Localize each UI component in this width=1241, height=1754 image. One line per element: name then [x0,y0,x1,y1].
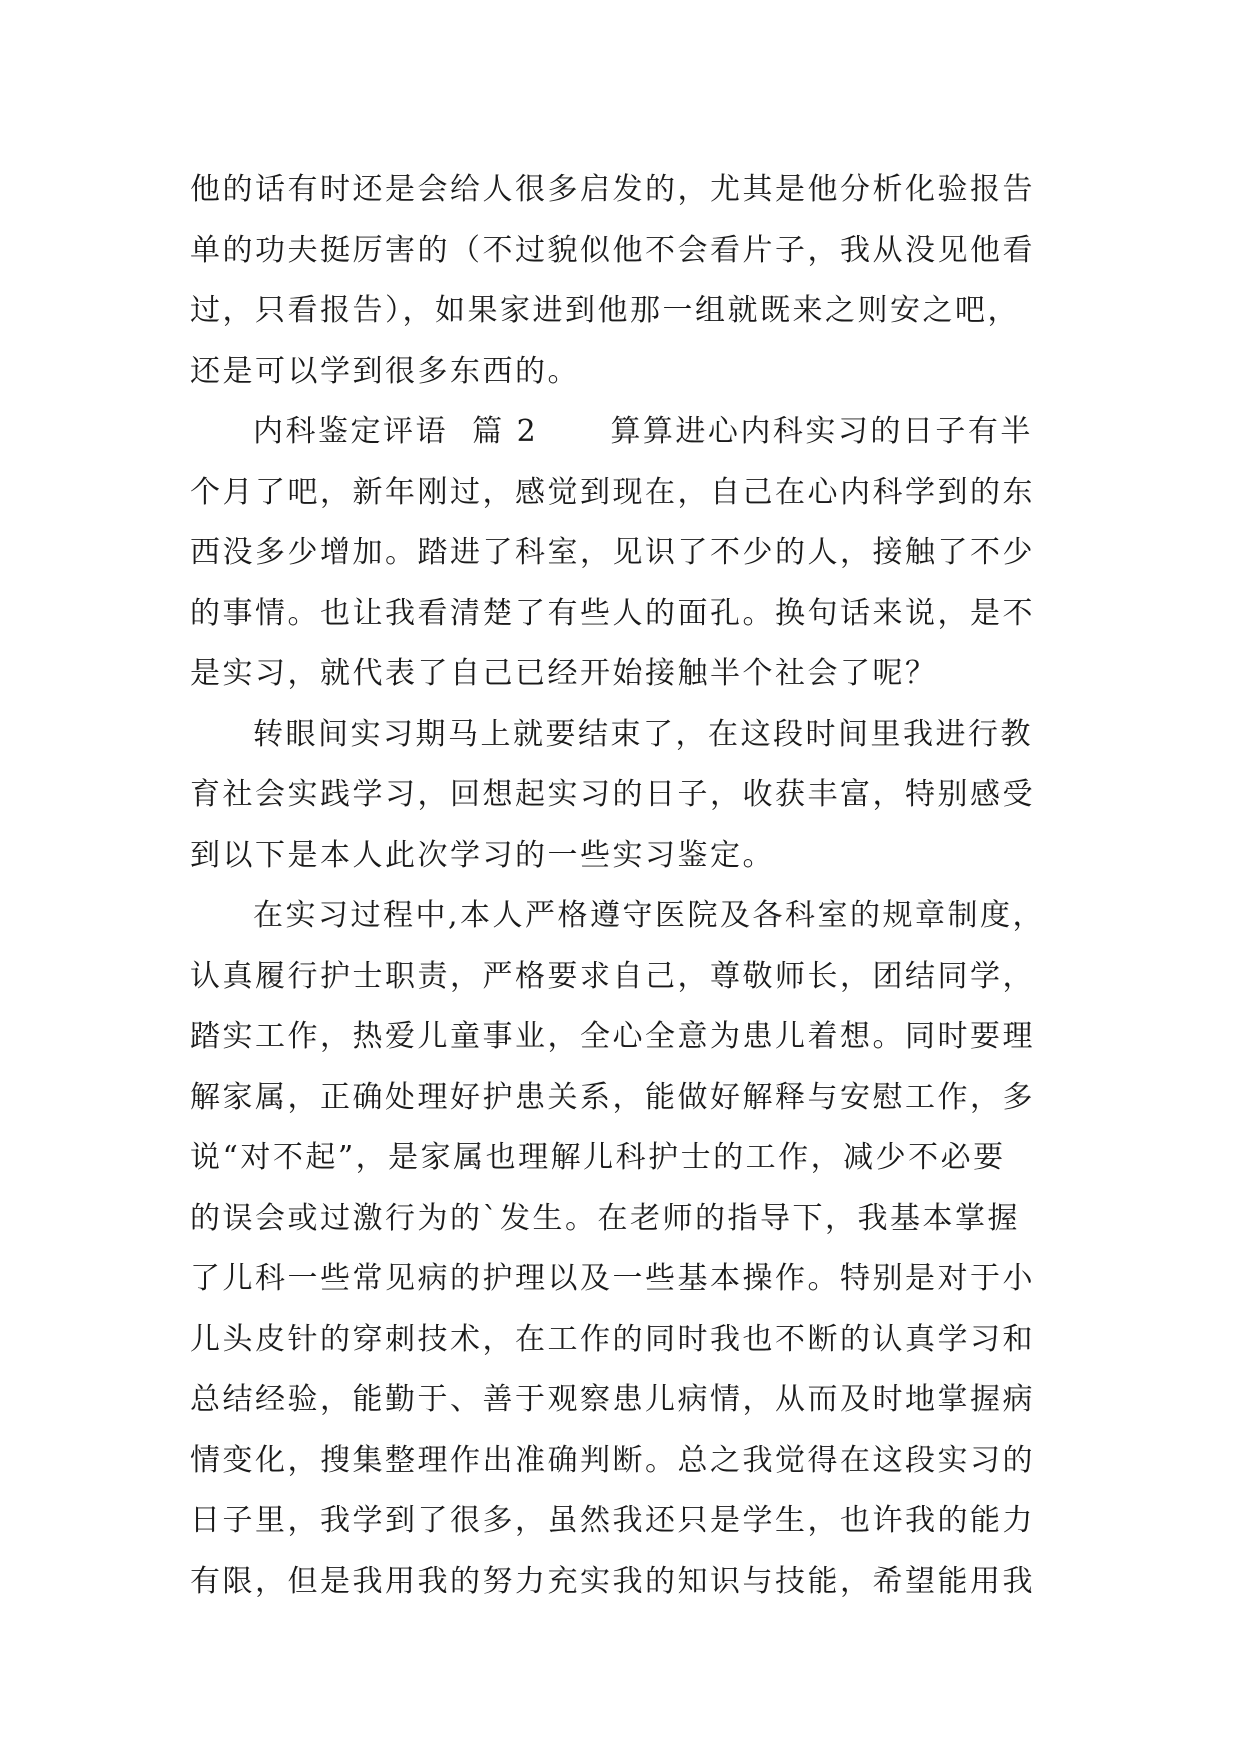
text-line: 个月了吧，新年刚过，感觉到现在，自己在心内科学到的东 [190,474,1035,510]
paragraph-start-line: 转眼间实习期马上就要结束了，在这段时间里我进行教 [253,716,1033,752]
text-line: 日子里，我学到了很多，虽然我还只是学生，也许我的能力 [190,1503,1035,1538]
section-heading-line: 内科鉴定评语 篇 2 算算进心内科实习的日子有半 [253,414,1033,449]
document-body [190,160,1060,1612]
text-line: 的误会或过激行为的`发生。在老师的指导下，我基本掌握 [190,1200,1020,1236]
text-line: 单的功夫挺厉害的（不过貌似他不会看片子，我从没见他看 [190,232,1035,268]
paragraph-start-line: 在实习过程中,本人严格遵守医院及各科室的规章制度， [253,898,1046,933]
text-line: 到以下是本人此次学习的一些实习鉴定。 [190,837,775,873]
text-line: 过，只看报告），如果家进到他那一组就既来之则安之吧， [190,293,1020,328]
text-line: 了儿科一些常见病的护理以及一些基本操作。特别是对于小 [190,1261,1035,1296]
text-line: 有限，但是我用我的努力充实我的知识与技能，希望能用我 [190,1563,1035,1599]
text-line: 的事情。也让我看清楚了有些人的面孔。换句话来说，是不 [190,595,1035,631]
text-line: 情变化，搜集整理作出准确判断。总之我觉得在这段实习的 [190,1442,1035,1478]
text-line: 解家属，正确处理好护患关系，能做好解释与安慰工作，多 [190,1079,1035,1115]
text-line: 儿头皮针的穿刺技术，在工作的同时我也不断的认真学习和 [190,1321,1035,1357]
text-line: 是实习，就代表了自己已经开始接触半个社会了呢？ [190,656,938,691]
text-line: 说“对不起”，是家属也理解儿科护士的工作，减少不必要 [190,1140,1006,1175]
text-line: 总结经验，能勤于、善于观察患儿病情，从而及时地掌握病 [190,1382,1035,1417]
text-line: 育社会实践学习，回想起实习的日子，收获丰富，特别感受 [190,777,1035,812]
text-line: 他的话有时还是会给人很多启发的，尤其是他分析化验报告 [190,172,1035,207]
text-line: 认真履行护士职责，严格要求自己，尊敬师长，团结同学， [190,958,1035,994]
text-line: 还是可以学到很多东西的。 [190,353,580,389]
text-line: 西没多少增加。踏进了科室，见识了不少的人，接触了不少 [190,535,1035,570]
text-line: 踏实工作，热爱儿童事业，全心全意为患儿着想。同时要理 [190,1019,1035,1054]
